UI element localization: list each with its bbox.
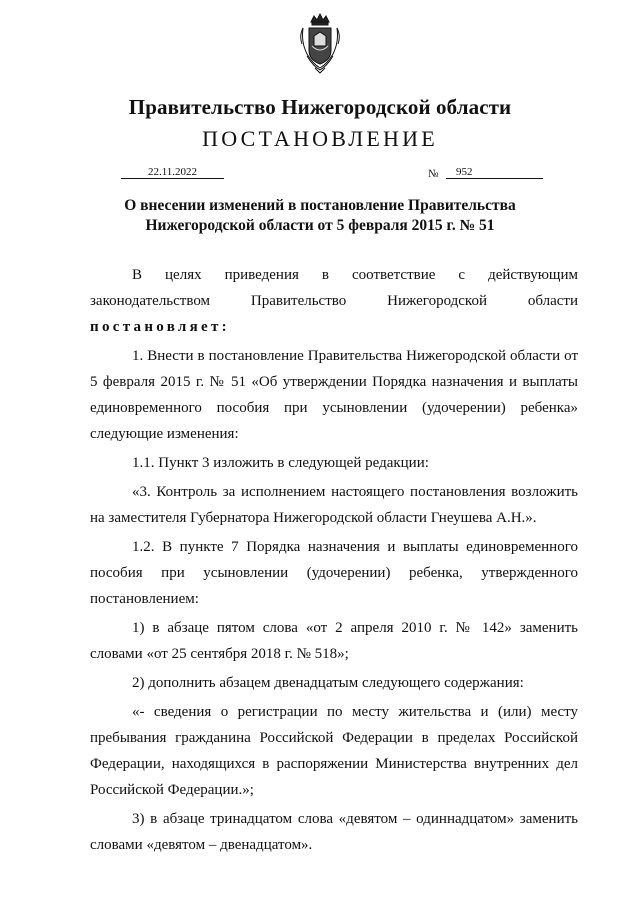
- item-1-1: 1.1. Пункт 3 изложить в следующей редакции:: [132, 455, 429, 471]
- item-1-2: 1.2. В пункте 7 Порядка назначения и выплаты единовременного пособия при усыновлении (удочерении) ребенка, утвержденного постановлением:: [90, 539, 578, 607]
- subitem-3: 3) в абзаце тринадцатом слова «девятом – одиннадцатом» заменить словами «девятом – двенадцатом».: [90, 811, 578, 853]
- document-number: 952: [446, 166, 543, 179]
- subitem-2: 2) дополнить абзацем двенадцатым следующего содержания:: [132, 675, 524, 691]
- title-line-1: О внесении изменений в постановление Правительства: [124, 197, 516, 214]
- preamble-line-1: В целях приведения в соответствие с действующим: [132, 267, 578, 283]
- subitem-2-text: «- сведения о регистрации по месту жительства и (или) месту пребывания гражданина Российской Федерации в пределах Российской Федерации, находящихся в распоряжении Министерства внутренних дел Российской Федерации.»;: [90, 704, 578, 798]
- resolves-clause: постановляет:: [90, 319, 230, 335]
- coat-of-arms-emblem: [299, 12, 341, 74]
- item-1: 1. Внести в постановление Правительства Нижегородской области от 5 февраля 2015 г. № 51 «Об утверждении Порядка назначения и выплаты единовременного пособия при усыновлении (удочерении) ребенка» следующие изменения:: [90, 348, 578, 442]
- item-1-1-text: «3. Контроль за исполнением настоящего постановления возложить на заместителя Губернатора Нижегородской области Гнеушева А.Н.».: [90, 484, 578, 526]
- subitem-1: 1) в абзаце пятом слова «от 2 апреля 2010 г. № 142» заменить словами «от 25 сентября 2018 г. № 518»;: [90, 620, 578, 662]
- title-line-2: Нижегородской области от 5 февраля 2015 г. № 51: [145, 217, 495, 234]
- preamble-line-2: законодательством Правительство Нижегородской области: [90, 293, 578, 309]
- document-type: ПОСТАНОВЛЕНИЕ: [202, 126, 438, 151]
- document-body: [90, 262, 578, 858]
- document-date: 22.11.2022: [121, 166, 224, 179]
- document-title: [0, 196, 640, 236]
- organization-name: Правительство Нижегородской области: [128, 95, 512, 119]
- number-label: №: [428, 168, 439, 180]
